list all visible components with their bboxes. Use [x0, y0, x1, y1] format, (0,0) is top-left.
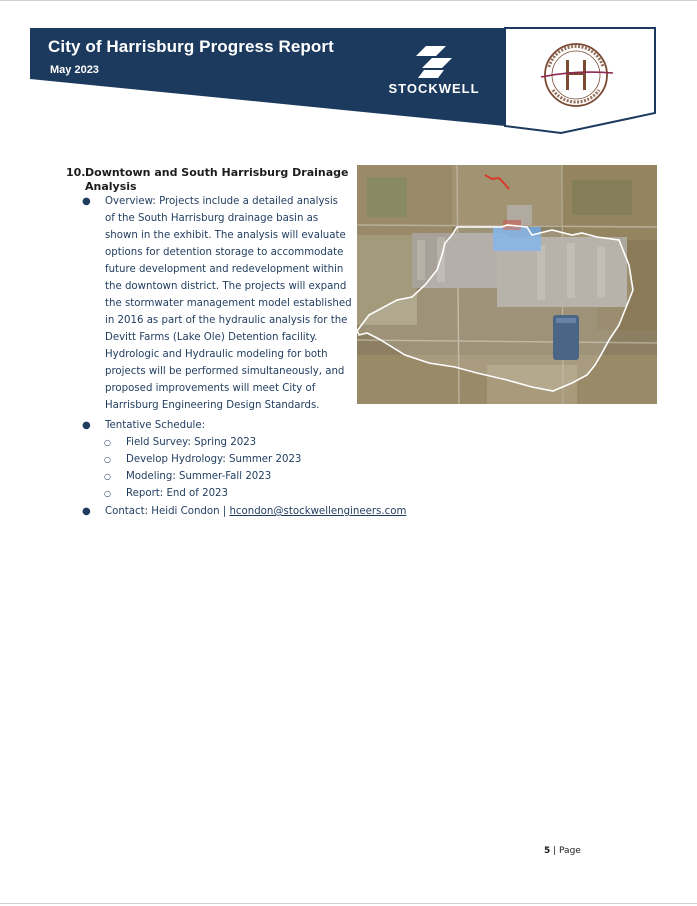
contact-email-link[interactable]: hcondon@stockwellengineers.com — [229, 506, 407, 517]
overview-line: options for detention storage to accommodate — [105, 247, 344, 258]
overview-line: Overview: Projects include a detailed analysis — [105, 196, 338, 207]
header-banner — [0, 0, 697, 140]
schedule-label: Tentative Schedule: — [105, 420, 206, 431]
overview-line: of the South Harrisburg drainage basin as — [105, 213, 319, 224]
overview-line: the downtown district. The projects will expand — [105, 281, 347, 292]
page-number: 5 — [544, 846, 551, 856]
company-name: STOCKWELL — [388, 81, 480, 96]
overview-line: shown in the exhibit. The analysis will evaluate — [105, 230, 346, 241]
drainage-exhibit-map — [357, 165, 657, 404]
overview-text — [105, 193, 355, 414]
overview-line: Devitt Farms (Lake Ole) Detention facility. — [105, 332, 318, 343]
report-date: May 2023 — [50, 64, 99, 76]
stockwell-logo — [384, 46, 484, 98]
circle-bullet-icon: ○ — [104, 472, 111, 481]
overview-line: in 2016 as part of the hydraulic analysis for the — [105, 315, 348, 326]
overview-line: projects will be performed simultaneously, and — [105, 366, 345, 377]
circle-bullet-icon: ○ — [104, 455, 111, 464]
page-label: Page — [559, 846, 581, 856]
overview-line: future development and redevelopment within — [105, 264, 344, 275]
bullet-icon: ● — [82, 196, 91, 207]
report-title: City of Harrisburg Progress Report — [48, 37, 334, 56]
bullet-icon: ● — [82, 420, 91, 431]
page-separator: | — [550, 846, 560, 856]
contact-line — [105, 503, 407, 520]
aerial-map-image — [357, 165, 657, 404]
circle-bullet-icon: ○ — [104, 438, 111, 447]
overview-line: Hydrologic and Hydraulic modeling for both — [105, 349, 328, 360]
bullet-icon: ● — [82, 506, 91, 517]
stockwell-mark-icon — [414, 46, 454, 80]
overview-line: proposed improvements will meet City of — [105, 383, 316, 394]
page-bottom-border — [0, 903, 697, 904]
overview-line: the stormwater management model established — [105, 298, 352, 309]
contact-label: Contact: Heidi Condon | — [105, 506, 230, 517]
section-number: 10. — [66, 166, 86, 179]
city-seal-icon — [537, 40, 615, 110]
circle-bullet-icon: ○ — [104, 489, 111, 498]
overview-line: Harrisburg Engineering Design Standards. — [105, 400, 320, 411]
section-title: Downtown and South Harrisburg Drainage Analysis — [85, 166, 349, 193]
page-footer — [544, 846, 581, 856]
